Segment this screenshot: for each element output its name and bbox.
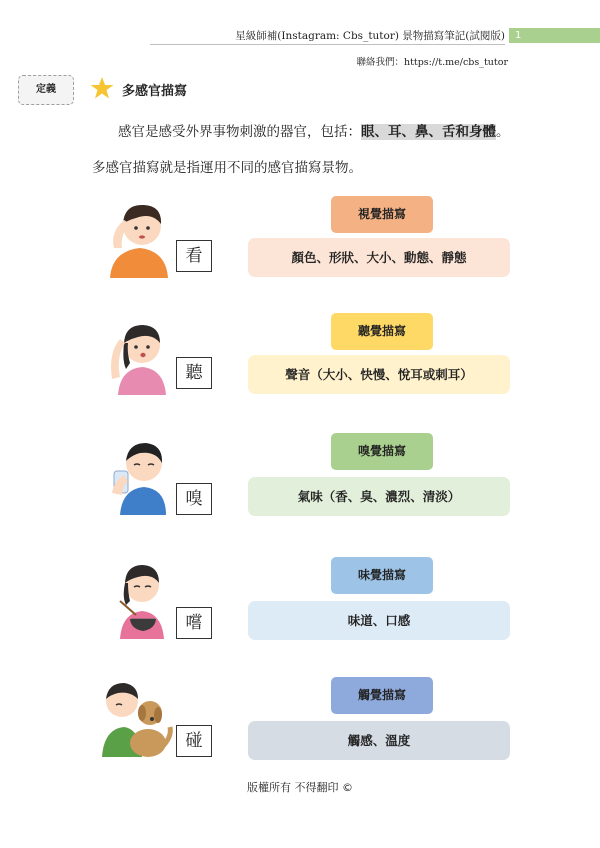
desc-smell: 氣味（香、臭、濃烈、清淡） [248, 477, 510, 516]
definition-tag: 定義 [18, 75, 74, 105]
p1-suffix: 。 [496, 124, 510, 140]
star-icon [90, 76, 114, 100]
person-hugging-dog-illustration [100, 677, 180, 759]
sense-row-sight [0, 196, 600, 296]
person-smelling-illustration [100, 433, 180, 515]
label-hearing: 聽覺描寫 [331, 313, 433, 350]
p1-text: 感官是感受外界事物刺激的器官，包括： [118, 124, 361, 140]
sense-row-touch [0, 677, 600, 777]
header-title: 星級師補(Instagram: Cbs_tutor) 景物描寫筆記(試閱版) [235, 30, 505, 42]
desc-sight: 顏色、形狀、大小、動態、靜態 [248, 238, 510, 277]
desc-taste: 味道、口感 [248, 601, 510, 640]
label-sight: 視覺描寫 [331, 196, 433, 233]
sense-row-taste [0, 557, 600, 657]
definition-paragraph [118, 120, 510, 140]
sense-row-hearing [0, 313, 600, 413]
label-touch: 觸覺描寫 [331, 677, 433, 714]
char-hearing: 聽 [176, 357, 212, 389]
label-taste: 味覺描寫 [331, 557, 433, 594]
person-eating-illustration [100, 557, 180, 639]
explanation-paragraph: 多感官描寫就是指運用不同的感官描寫景物。 [92, 160, 362, 176]
highlight-organs: 眼、耳、鼻、舌和身體 [361, 124, 496, 140]
desc-hearing: 聲音（大小、快慢、悅耳或刺耳） [248, 355, 510, 394]
copyright-footer: 版權所有 不得翻印 © [247, 781, 353, 794]
person-listening-illustration [100, 313, 180, 395]
char-sight: 看 [176, 240, 212, 272]
contact-link[interactable]: 聯絡我們：https://t.me/cbs_tutor [356, 57, 508, 68]
desc-touch: 觸感、溫度 [248, 721, 510, 760]
person-looking-illustration [100, 196, 180, 278]
label-smell: 嗅覺描寫 [331, 433, 433, 470]
char-smell: 嗅 [176, 483, 212, 515]
header-divider [150, 44, 505, 45]
char-touch: 碰 [176, 725, 212, 757]
page-number: 1 [509, 28, 600, 43]
sense-row-smell [0, 433, 600, 533]
section-title: 多感官描寫 [122, 84, 188, 99]
char-taste: 嚐 [176, 607, 212, 639]
